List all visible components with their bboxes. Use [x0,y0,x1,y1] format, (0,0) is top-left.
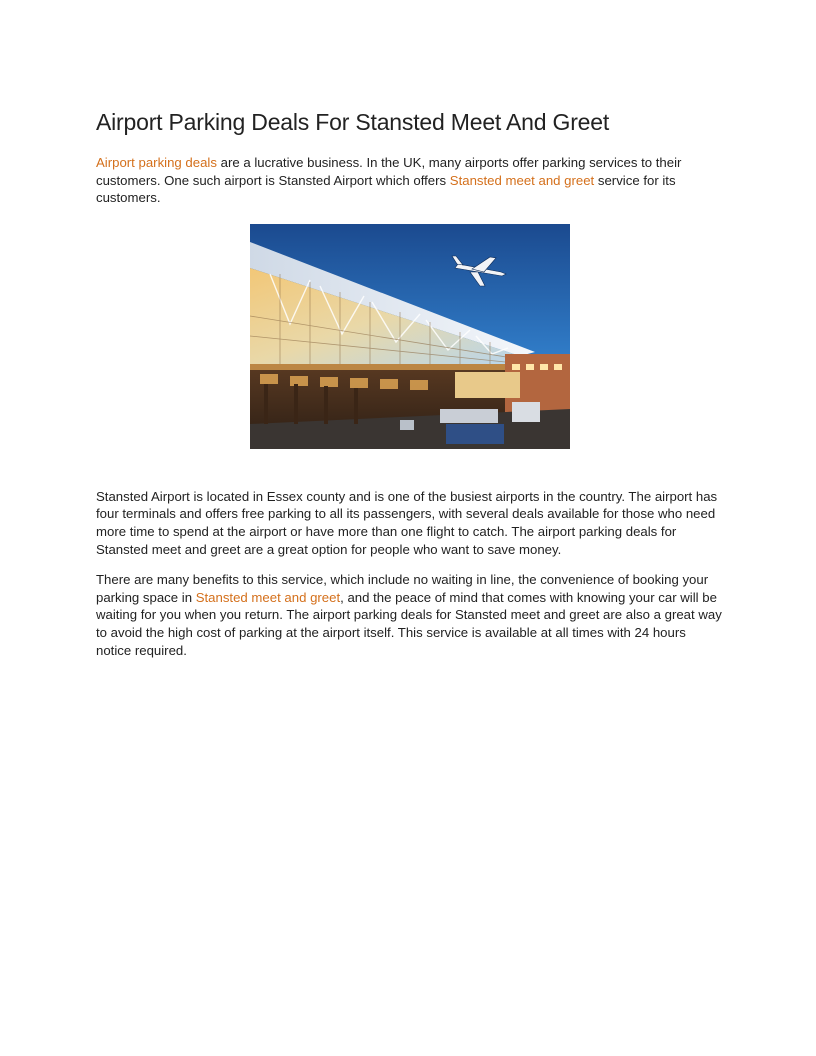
airport-parking-deals-link[interactable]: Airport parking deals [96,155,217,170]
article [96,107,724,659]
stansted-meet-and-greet-link-2[interactable]: Stansted meet and greet [195,589,341,605]
stansted-meet-and-greet-link[interactable]: Stansted meet and greet [449,172,595,188]
benefits-text-1: There are many benefits to this service, which include no waiting in line, the convenience of booking your parking space in [96,572,709,605]
intro-text-2: service for its customers. [96,172,676,206]
page-title: Airport Parking Deals For Stansted Meet And Greet [96,109,610,135]
location-paragraph: Stansted Airport is located in Essex county and is one of the busiest airports in the country. The airport has four terminals and offers free parking to all its passengers, with several deals available for those who need more time to spend at the airport or have more than one flight to catch. The airport parking deals for Stansted meet and greet are a great option for people who want to save money. [96,488,718,557]
airport-terminal-photo [250,224,570,449]
intro-paragraph [96,154,724,207]
benefits-text-2: , and the peace of mind that comes with knowing your car will be waiting for you when you return. The airport parking deals for Stansted meet and greet are also a great way to avoid the high cost of parking at the airport itself. This service is available at all times with 24 hours notice required. [96,589,722,658]
airport-terminal-photo-icon [250,224,570,449]
benefits-paragraph [96,571,724,659]
intro-text-1: are a lucrative business. In the UK, many airports offer parking services to their customers. One such airport is Stansted Airport which offers [96,155,682,188]
